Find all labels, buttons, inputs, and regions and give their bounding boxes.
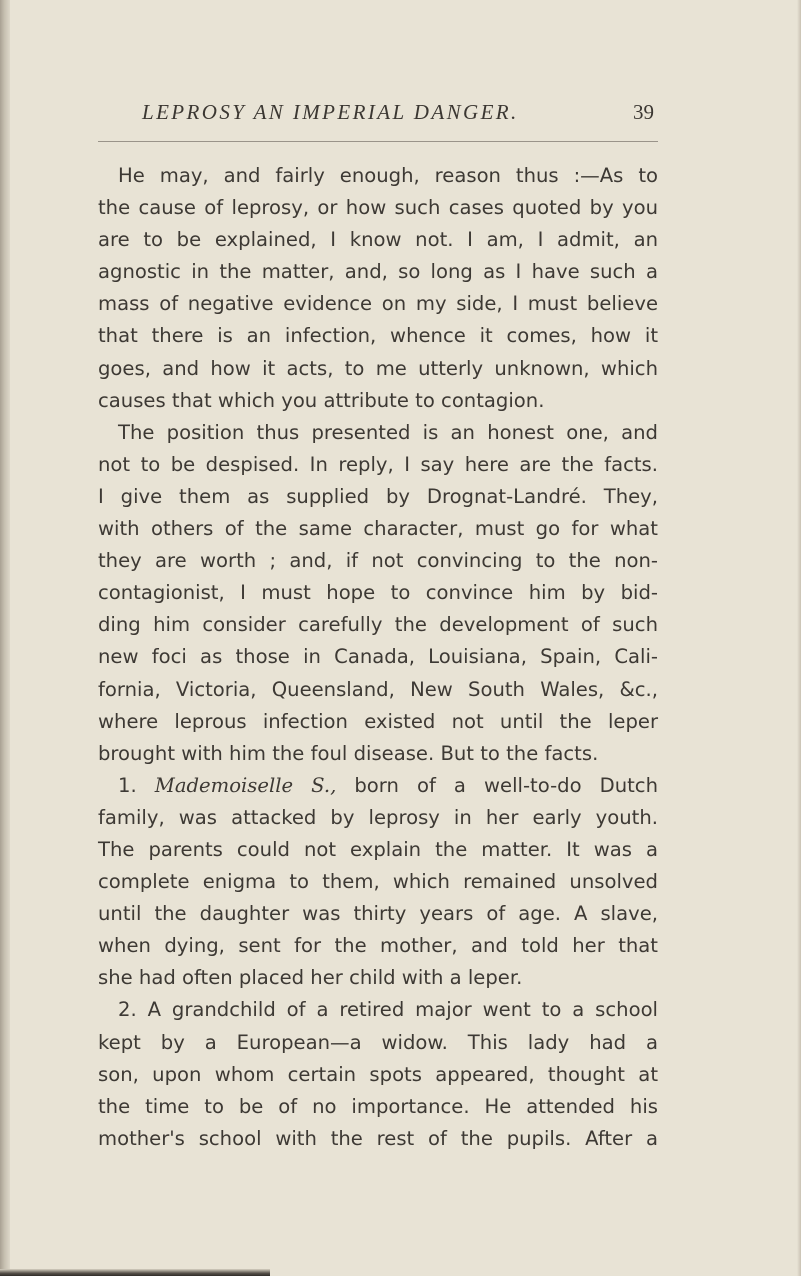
text-line: they are worth ; and, if not convincing to the non- xyxy=(98,549,658,573)
text-line: He may, and fairly enough, reason thus :—As to xyxy=(118,164,658,187)
case-name: Mademoiselle S., xyxy=(154,773,337,797)
text-line: 2. A grandchild of a retired major went to a school xyxy=(118,998,658,1022)
text-line: new foci as those in Canada, Louisiana, Spain, Cali- xyxy=(98,645,658,669)
text-line: where leprous infection existed not until the leper xyxy=(98,709,658,733)
text-line: not to be despised. In reply, I say here are the facts. xyxy=(98,452,658,476)
text-line: I give them as supplied by Drognat-Landré. They, xyxy=(98,484,658,508)
text-line: The parents could not explain the matter. It was a xyxy=(98,837,658,861)
running-head xyxy=(142,96,654,130)
text-line: The position thus presented is an honest one, and xyxy=(118,420,658,444)
text-line: when dying, sent for the mother, and told her that xyxy=(98,934,658,958)
text-line: brought with him the foul disease. But to the facts. xyxy=(98,741,599,765)
text-line: are to be explained, I know not. I am, I admit, an xyxy=(98,228,658,252)
text-line: mother's school with the rest of the pupils. After a xyxy=(98,1126,658,1150)
text-line: family, was attacked by leprosy in her early youth. xyxy=(98,805,658,829)
page-bottom-shadow xyxy=(0,1269,270,1276)
running-title: LEPROSY AN IMPERIAL DANGER. xyxy=(142,100,519,124)
body-text xyxy=(98,160,658,1155)
text-line: contagionist, I must hope to convince him by bid- xyxy=(98,581,658,605)
page-edge xyxy=(797,0,801,1276)
text-line: fornia, Victoria, Queensland, New South Wales, &c., xyxy=(98,677,658,701)
header-rule xyxy=(98,141,658,142)
case-text: born of a well-to-do Dutch xyxy=(354,773,658,797)
text-line: she had often placed her child with a leper. xyxy=(98,966,523,990)
text-line: causes that which you attribute to contagion. xyxy=(98,388,545,412)
text-line: kept by a European—a widow. This lady had a xyxy=(98,1030,658,1054)
text-line: the cause of leprosy, or how such cases quoted by you xyxy=(98,196,658,220)
text-line: until the daughter was thirty years of age. A slave, xyxy=(98,902,658,926)
text-line-case-1 xyxy=(98,770,658,802)
text-line: complete enigma to them, which remained unsolved xyxy=(98,870,658,894)
text-line: ding him consider carefully the development of such xyxy=(98,613,658,637)
text-line: mass of negative evidence on my side, I must believe xyxy=(98,292,658,316)
text-line: goes, and how it acts, to me utterly unknown, which xyxy=(98,356,658,380)
text-line: the time to be of no importance. He attended his xyxy=(98,1094,658,1118)
case-number: 1. xyxy=(118,773,137,797)
text-line: agnostic in the matter, and, so long as I have such a xyxy=(98,260,658,284)
text-line: that there is an infection, whence it comes, how it xyxy=(98,324,658,348)
page-number: 39 xyxy=(633,100,654,124)
text-line: son, upon whom certain spots appeared, thought at xyxy=(98,1062,658,1086)
book-spine-shadow xyxy=(0,0,10,1276)
text-line: with others of the same character, must go for what xyxy=(98,517,658,541)
